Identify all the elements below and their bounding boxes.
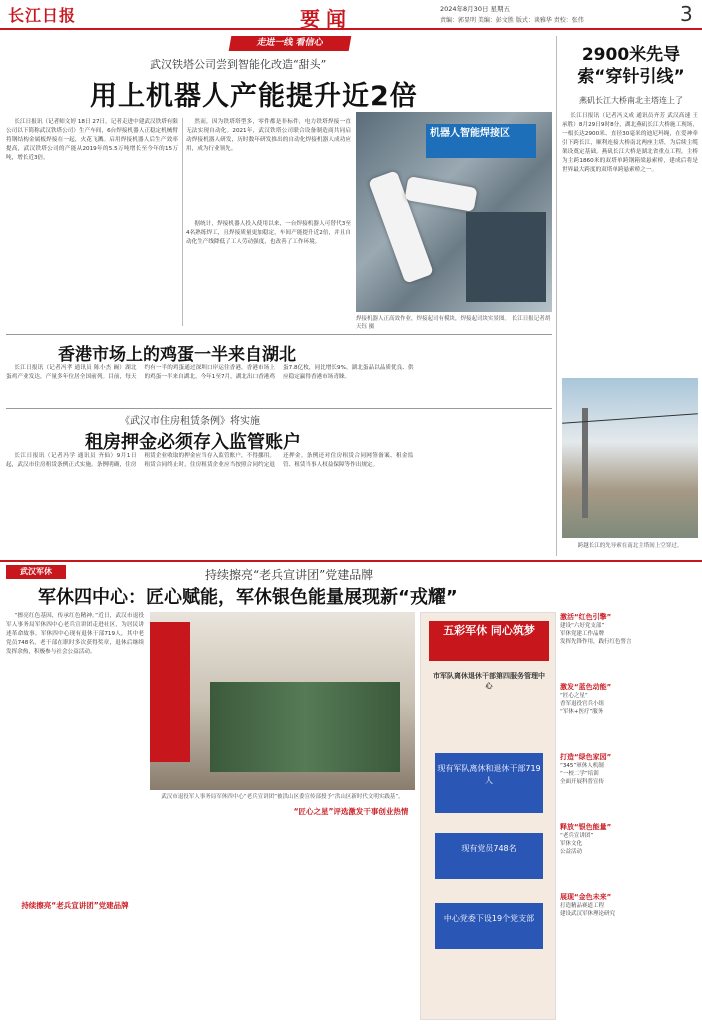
- bridge-caption: 跨越长江的先导索在南北主塔间上空穿过。: [577, 543, 683, 549]
- sidebar-section-title: 打造“绿色家园”: [560, 753, 612, 761]
- hk-headline: 香港市场上的鸡蛋一半来自湖北: [58, 345, 296, 365]
- army-photo-caption: 武汉市退役军人事务局军休四中心“老兵宣讲团”被洪山区委宣传部授予“洪山区新时代文明实践基”。: [161, 794, 404, 800]
- sidebar-item: 发挥先锋作用，践行红色誓言: [560, 639, 632, 645]
- issue-date: 2024年8月30日 星期五: [440, 5, 511, 13]
- lead-body-col3: [186, 220, 351, 320]
- sidebar-item: 香军退役官兵小组: [560, 701, 605, 707]
- sidebar-item: 建设武汉军休理论研究: [560, 911, 616, 917]
- rent-paragraph: 长江日报讯（记者冯学 通讯员 齐仙）9月1日起，武汉市住房租赁条例正式实施。条例明确，住房租赁企业收取的押金应当存入监管账户，不得挪用。租赁合同终止时，住房租赁企业应当按照合同约定退还押金。条例还对住房租赁合同网签备案、租金监管、租赁当事人权益保障等作出规定。: [6, 453, 414, 468]
- caption-text: 焊接机器人正高效作业，焊接起司有模块，焊接起司块实景图。: [356, 316, 511, 322]
- lead-body-col2: [186, 118, 351, 218]
- photo-credit: 长江日报记者胡天钰 摄: [356, 316, 551, 330]
- poster-stat: 现有党员748名: [435, 833, 543, 879]
- section-rule: [0, 560, 702, 562]
- people-group-shape: [210, 682, 400, 772]
- army-poster: [420, 612, 556, 1020]
- poster-title: 五彩军休 同心筑梦: [429, 621, 549, 661]
- army-section-tag: 武汉军休: [6, 565, 66, 579]
- sidebar-section-title: 激活“红色引擎”: [560, 613, 612, 621]
- machine-block: [466, 212, 546, 302]
- right-paragraph: 长江日报讯（记者冯义成 通讯员齐芳 武汉高速 王承胜）8月29日9时8分，湖北燕矶长江大桥施工现场，一根长达2900米、直径30毫米的迪尼玛绳，在爱神牵引下跨长江，顺利连接大桥南北两座主塔，为后续主缆架设奠定基础。燕矶长江大桥是湖北省重点工程，主桥为主跨1860米的双塔单跨钢箱梁悬索桥，建成后将是世界最大跨度的双塔单跨悬索桥之一。: [562, 113, 698, 173]
- rule: [6, 408, 552, 409]
- bridge-photo: [562, 378, 698, 538]
- army-body-col2: [150, 806, 278, 1020]
- divider: [182, 118, 183, 326]
- sidebar-item: 军休党建工作品牌: [560, 631, 605, 637]
- army-body-col1: [6, 612, 144, 892]
- lead-kicker: 武汉铁塔公司尝到智能化改造“甜头”: [150, 58, 327, 71]
- section-title: 要闻: [300, 7, 352, 31]
- banner-shape: [150, 622, 190, 762]
- rent-body: [6, 452, 552, 552]
- robot-arm-shape: [404, 176, 477, 212]
- army-kicker: 持续擦亮“老兵宣讲团”党建品牌: [205, 568, 374, 582]
- lead-photo: [356, 112, 552, 312]
- lead-body-col1: [6, 118, 178, 326]
- tower-shape: [582, 408, 588, 518]
- army-body-col1b: [6, 912, 144, 1020]
- lead-photo-caption: [356, 314, 552, 330]
- sidebar: [560, 612, 698, 1020]
- sidebar-section-title: 激发“蓝色动能”: [560, 683, 612, 691]
- right-subhead: 燕矶长江大桥南北主塔连上了: [579, 96, 683, 105]
- sidebar-item: 军休文化: [560, 841, 583, 847]
- army-paragraph: “擦亮红色基因，传承红色精神。”近日，武汉市退役军人事务局军休四中心老兵宣讲团走进社区，为居民讲述革命故事。军休四中心现有退休干部719人，其中老党员748名，老干部在职时多次获得奖章，退休后继续发挥余热，积极参与社会公益活动。: [6, 613, 144, 655]
- lead-paragraph: 据统计，焊接机器人投入使用以来，一台焊接机器人可替代3至4名熟练焊工，且焊接质量更加稳定，车间产能提升近2倍，并且自动化生产线降低了工人劳动强度，也改善了工作环境。: [186, 221, 351, 245]
- sidebar-section-title: 释放“银色能量”: [560, 823, 612, 831]
- army-headline: 军休四中心：匠心赋能，军休银色能量展现新“戎耀”: [38, 587, 458, 608]
- army-subhead-a: 持续擦亮“老兵宣讲团”党建品牌: [21, 901, 129, 910]
- poster-stat: 现有军队离休和退休干部719人: [435, 753, 543, 813]
- sidebar-section-title: 展现“金色未来”: [560, 893, 612, 901]
- rent-headline: 租房押金必须存入监管账户: [85, 432, 301, 453]
- sidebar-item: “老兵宣讲团”: [560, 833, 594, 839]
- lead-paragraph: 然而，因为铁塔塔型多，零件都是非标件，电力铁塔焊接一直无法实现自动化。2021年，武汉铁塔公司联合设备制造商共同启动焊接机器人研发，历时数年研发推出的自动化焊接机器人成功应用，成为行业领先。: [186, 119, 351, 152]
- rent-kicker: 《武汉市住房租赁条例》将实施: [120, 416, 260, 427]
- poster-stat: 中心党委下设19个党支部: [435, 903, 543, 949]
- army-subhead-b: “匠心之星”评选激发干事创业热情: [293, 807, 409, 816]
- divider: [556, 36, 557, 556]
- lead-paragraph: 长江日报讯（记者师文婷 18日 27日，记者走进中建武汉铁塔有限公司以下简称武汉铁塔公司）生产车间，6台焊接机器人正稳定机械臂将钢结构金属板焊接在一起，火花飞溅。启用焊接机器人后生产效率提高，武汉铁塔公司的产能从2019年的5.5万吨增长至今年的15万吨，增长近3倍。: [6, 119, 178, 161]
- right-body: [562, 112, 698, 362]
- sidebar-item: “匠心之星”: [560, 693, 588, 699]
- page-number: 3: [680, 2, 693, 26]
- lead-tag: 走进一线 看信心: [229, 36, 352, 51]
- poster-subtitle: 市军队离休退休干部第四服务管理中心: [433, 672, 545, 690]
- rule: [6, 334, 552, 335]
- army-body-col3: [284, 820, 418, 1020]
- editors-line: 责编：郭显明 美编：彭文胜 版式：谈雅华 责校：张伟: [440, 17, 584, 24]
- sidebar-item: “一校二学”培训: [560, 771, 599, 777]
- army-photo: [150, 612, 415, 790]
- photo-sign: 机器人智能焊接区: [426, 124, 536, 158]
- right-headline: 2900米先导索“穿针引线”: [577, 45, 685, 87]
- sidebar-item: “345”軍休人机制: [560, 763, 604, 769]
- sidebar-item: 全面开展科普宣传: [560, 779, 605, 785]
- sidebar-item: 公益活动: [560, 849, 583, 855]
- hk-body: [6, 364, 552, 408]
- newspaper-logo: 长江日报: [8, 6, 77, 25]
- hk-paragraph: 长江日报讯（记者冯孝 通讯员 陈小杰 阚）湖北蛋鸡产业发达，产量多年位居全国前列。目前，每天约有一半的鸡蛋通过深圳口岸运往香港，香港市场上的鸡蛋一半来自湖北。今年1至7月，湖北出口香港鸡蛋7.8亿枚，同比增长9%。湖北蛋品以品质优良、供应稳定赢得香港市场青睐。: [6, 365, 414, 380]
- sidebar-item: 打造精品赛道工程: [560, 903, 605, 909]
- sidebar-item: “军休+医疗”服务: [560, 709, 604, 715]
- lead-headline: 用上机器人产能提升近2倍: [90, 81, 418, 112]
- sidebar-item: 建设“六好党支部”: [560, 623, 605, 629]
